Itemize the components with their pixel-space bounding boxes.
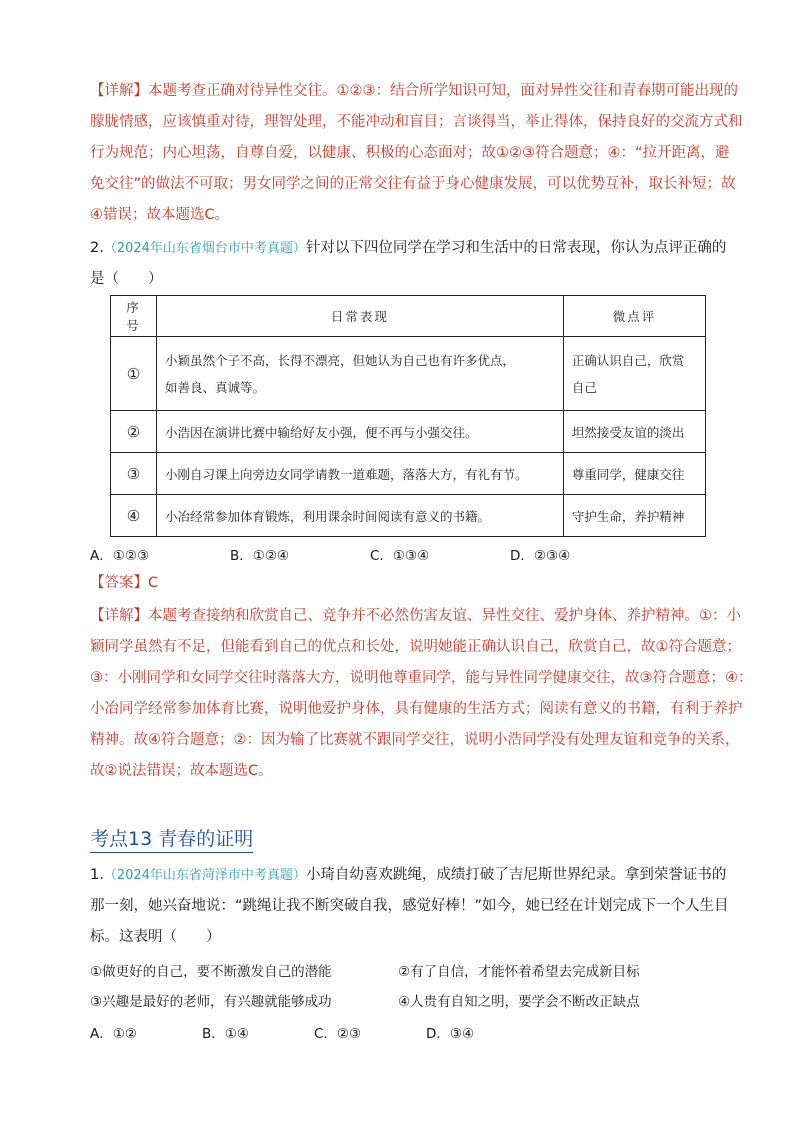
option-d[interactable]: D．③④	[426, 1026, 475, 1042]
option-b[interactable]: B．①②④	[230, 548, 290, 564]
q3-stem	[90, 860, 729, 953]
question-source: （2024年山东省烟台市中考真题）	[103, 241, 306, 256]
detail-text: 本题考查正确对待异性交往。①②③：结合所学知识可知，面对异性交往和青春期可能出现的	[148, 83, 738, 99]
answer-label: 【答案】	[90, 575, 148, 591]
detail-text: 免交往”的做法不可取；男女同学之间的正常交往有益于身心健康发展，可以优势互补，取长补短；故	[90, 176, 736, 192]
row-number: ③	[111, 453, 157, 495]
detail-text: 本题考查接纳和欣赏自己、竞争并不必然伤害友谊、异性交往、爱护身体、养护精神。①：小	[148, 608, 741, 624]
row-number: ②	[111, 411, 157, 453]
statement-1: ①做更好的自己，要不断激发自己的潜能	[90, 964, 332, 980]
question-text: 针对以下四位同学在学习和生活中的日常表现，你认为点评正确的	[305, 240, 727, 256]
option-a[interactable]: A．①②③	[90, 548, 150, 564]
q1-detail-paragraph	[90, 76, 743, 231]
option-c[interactable]: C．②③	[314, 1026, 362, 1042]
row-number: ④	[111, 495, 157, 537]
question-text: 标。这表明（ ）	[90, 929, 221, 945]
row-behavior: 小浩因在演讲比赛中输给好友小强，便不再与小强交往。	[156, 411, 563, 453]
row-comment: 守护生命，养护精神	[563, 495, 705, 537]
row-comment: 坦然接受友谊的淡出	[563, 411, 705, 453]
question-number: 1.	[90, 867, 104, 883]
statement-3: ③兴趣是最好的老师，有兴趣就能够成功	[90, 994, 332, 1010]
q2-answer	[90, 568, 722, 599]
row-behavior	[156, 337, 563, 411]
table-row	[111, 411, 706, 453]
section-title: 考点13 青春的证明	[90, 824, 253, 853]
table-header-row	[111, 296, 706, 337]
row-comment	[563, 337, 705, 411]
table-header: 序号	[111, 296, 157, 337]
behavior-text: 如善良、真诚等。	[164, 379, 265, 395]
detail-text: 精神。故④符合题意；②：因为输了比赛就不跟同学交往，说明小浩同学没有处理友谊和竞争的关系，	[90, 732, 740, 748]
answer-value: C	[148, 575, 159, 591]
question-source: （2024年山东省菏泽市中考真题）	[103, 868, 306, 883]
detail-text: ④错误；故本题选C。	[90, 207, 230, 223]
comment-text: 正确认识自己，欣赏	[571, 352, 685, 368]
q2-detail-paragraph	[90, 601, 753, 787]
option-c[interactable]: C．①③④	[370, 548, 430, 564]
behavior-text: 小颖虽然个子不高，长得不漂亮，但她认为自己也有许多优点，	[164, 352, 515, 368]
detail-label: 【详解】	[90, 608, 148, 624]
row-behavior: 小冶经常参加体育锻炼，利用课余时间阅读有意义的书籍。	[156, 495, 563, 537]
detail-label: 【详解】	[90, 83, 148, 99]
option-d[interactable]: D．②③④	[510, 548, 571, 564]
table-row	[111, 337, 706, 411]
detail-text: 小冶同学经常参加体育比赛，说明他爱护身体，具有健康的生活方式；阅读有意义的书籍，有利于养护	[90, 701, 743, 717]
detail-text: 故②说法错误；故本题选C。	[90, 763, 273, 779]
option-b[interactable]: B．①④	[202, 1026, 249, 1042]
row-comment: 尊重同学，健康交往	[563, 453, 705, 495]
question-text: 是（ ）	[90, 271, 163, 287]
question-text: 小琦自幼喜欢跳绳，成绩打破了吉尼斯世界纪录。拿到荣誉证书的	[305, 867, 727, 883]
table-row	[111, 453, 706, 495]
detail-text: ③：小刚同学和女同学交往时落落大方，说明他尊重同学，能与异性同学健康交往，故③符合题意；④：	[90, 670, 753, 686]
comment-text: 自己	[571, 379, 597, 395]
statement-4: ④人贵有自知之明，要学会不断改正缺点	[398, 994, 640, 1010]
question-number: 2.	[90, 240, 104, 256]
row-number: ①	[111, 337, 157, 411]
row-behavior: 小刚自习课上向旁边女同学请教一道难题，落落大方，有礼有节。	[156, 453, 563, 495]
table-header: 微点评	[563, 296, 705, 337]
detail-text: 行为规范；内心坦荡，自尊自爱，以健康、积极的心态面对；故①②③符合题意；④：“拉开距离，避	[90, 145, 730, 161]
table-header: 日常表现	[156, 296, 563, 337]
option-a[interactable]: A．①②	[90, 1026, 137, 1042]
table-row	[111, 495, 706, 537]
question-text: 那一刻，她兴奋地说：“跳绳让我不断突破自我，感觉好棒！”如今，她已经在计划完成下一个人生目	[90, 898, 729, 914]
evaluation-table	[110, 295, 706, 537]
detail-text: 颖同学虽然有不足，但能看到自己的优点和长处，说明她能正确认识自己，欣赏自己，故①符合题意；	[90, 639, 741, 655]
statement-2: ②有了自信，才能怀着希望去完成新目标	[398, 964, 640, 980]
q2-stem	[90, 233, 727, 295]
detail-text: 朦胧情感，应该慎重对待，理智处理，不能冲动和盲目；言谈得当，举止得体，保持良好的交流方式和	[90, 114, 743, 130]
